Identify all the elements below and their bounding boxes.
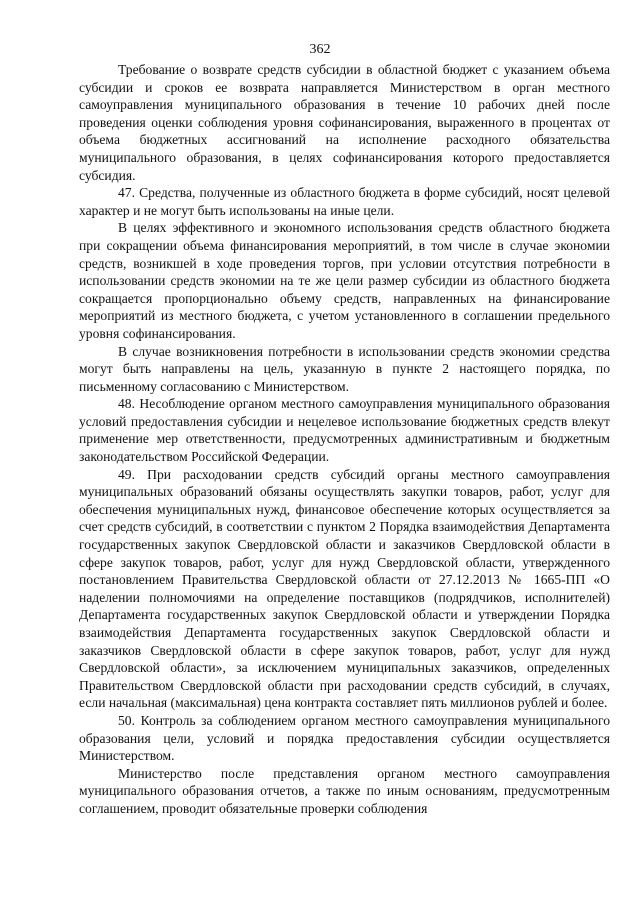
page-number: 362 — [309, 42, 331, 57]
paragraph-savings: В случае возникновения потребности в использовании средств экономии средства могут быть направлены на цель, указанную в пункте 2 настоящего порядка, по письменному согласованию с Министерством. — [79, 343, 610, 394]
document-body — [79, 61, 610, 818]
paragraph-refund-requirement: Требование о возврате средств субсидии в областной бюджет с указанием объема субсидии и сроков ее возврата направляется Министерством в орган местного самоуправления муниципального образования в течение 10 рабочих дней после проведения оценки соблюдения уровня софинансирования, выраженного в процентах от объема бюджетных ассигнований на исполнение расходного обязательства муниципального образования, в целях софинансирования которого предоставляется субсидия. — [79, 62, 610, 183]
paragraph-efficient-use: В целях эффективного и экономного использования средств областного бюджета при сокращении объема финансирования мероприятий, в том числе в случае экономии средств, возникшей в ходе проведения торгов, при условии отсутствия потребности в использовании средств экономии на те же цели размер субсидии из областного бюджета сокращается пропорционально объему средств, направленных на финансирование мероприятий из местного бюджета, с учетом установленного в соглашении предельного уровня софинансирования. — [79, 220, 610, 341]
paragraph-50: 50. Контроль за соблюдением органом местного самоуправления муниципального образования цели, условий и порядка предоставления субсидии осуществляется Министерством. — [79, 712, 610, 764]
paragraph-48: 48. Несоблюдение органом местного самоуправления муниципального образования условий предоставления субсидии и нецелевое использование бюджетных средств влекут применение мер ответственности, предусмотренных административным и бюджетным законодательством Российской Федерации. — [79, 396, 610, 465]
paragraph-ministry-checks: Министерство после представления органом местного самоуправления муниципального образования отчетов, а также по иным основаниям, предусмотренным соглашением, проводит обязательные проверки соблюдения — [79, 765, 610, 816]
paragraph-49: 49. При расходовании средств субсидий органы местного самоуправления муниципальных образований обязаны осуществлять закупки товаров, работ, услуг для обеспечения муниципальных нужд, финансовое обеспечение которых осуществляется за счет средств субсидий, в соответствии с пунктом 2 Порядка взаимодействия Департамента государственных закупок Свердловской области и заказчиков Свердловской области в сфере закупок товаров, работ, услуг для нужд Свердловской области, утвержденного постановлением Правительства Свердловской области от 27.12.2013 № 1665-ПП «О наделении полномочиями на определение поставщиков (подрядчиков, исполнителей) Департамента государственных закупок Свердловской области и утверждении Порядка взаимодействия Департамента государственных закупок Свердловской области и заказчиков Свердловской области в сфере закупок товаров, работ, услуг для нужд Свердловской области», за исключением муниципальных заказчиков, определенных Правительством Свердловской области при расходовании средств субсидий, в случаях, если начальная (максимальная) цена контракта составляет пять миллионов рублей и более. — [79, 466, 610, 711]
paragraph-47: 47. Средства, полученные из областного бюджета в форме субсидий, носят целевой характер и не могут быть использованы на иные цели. — [79, 185, 610, 218]
